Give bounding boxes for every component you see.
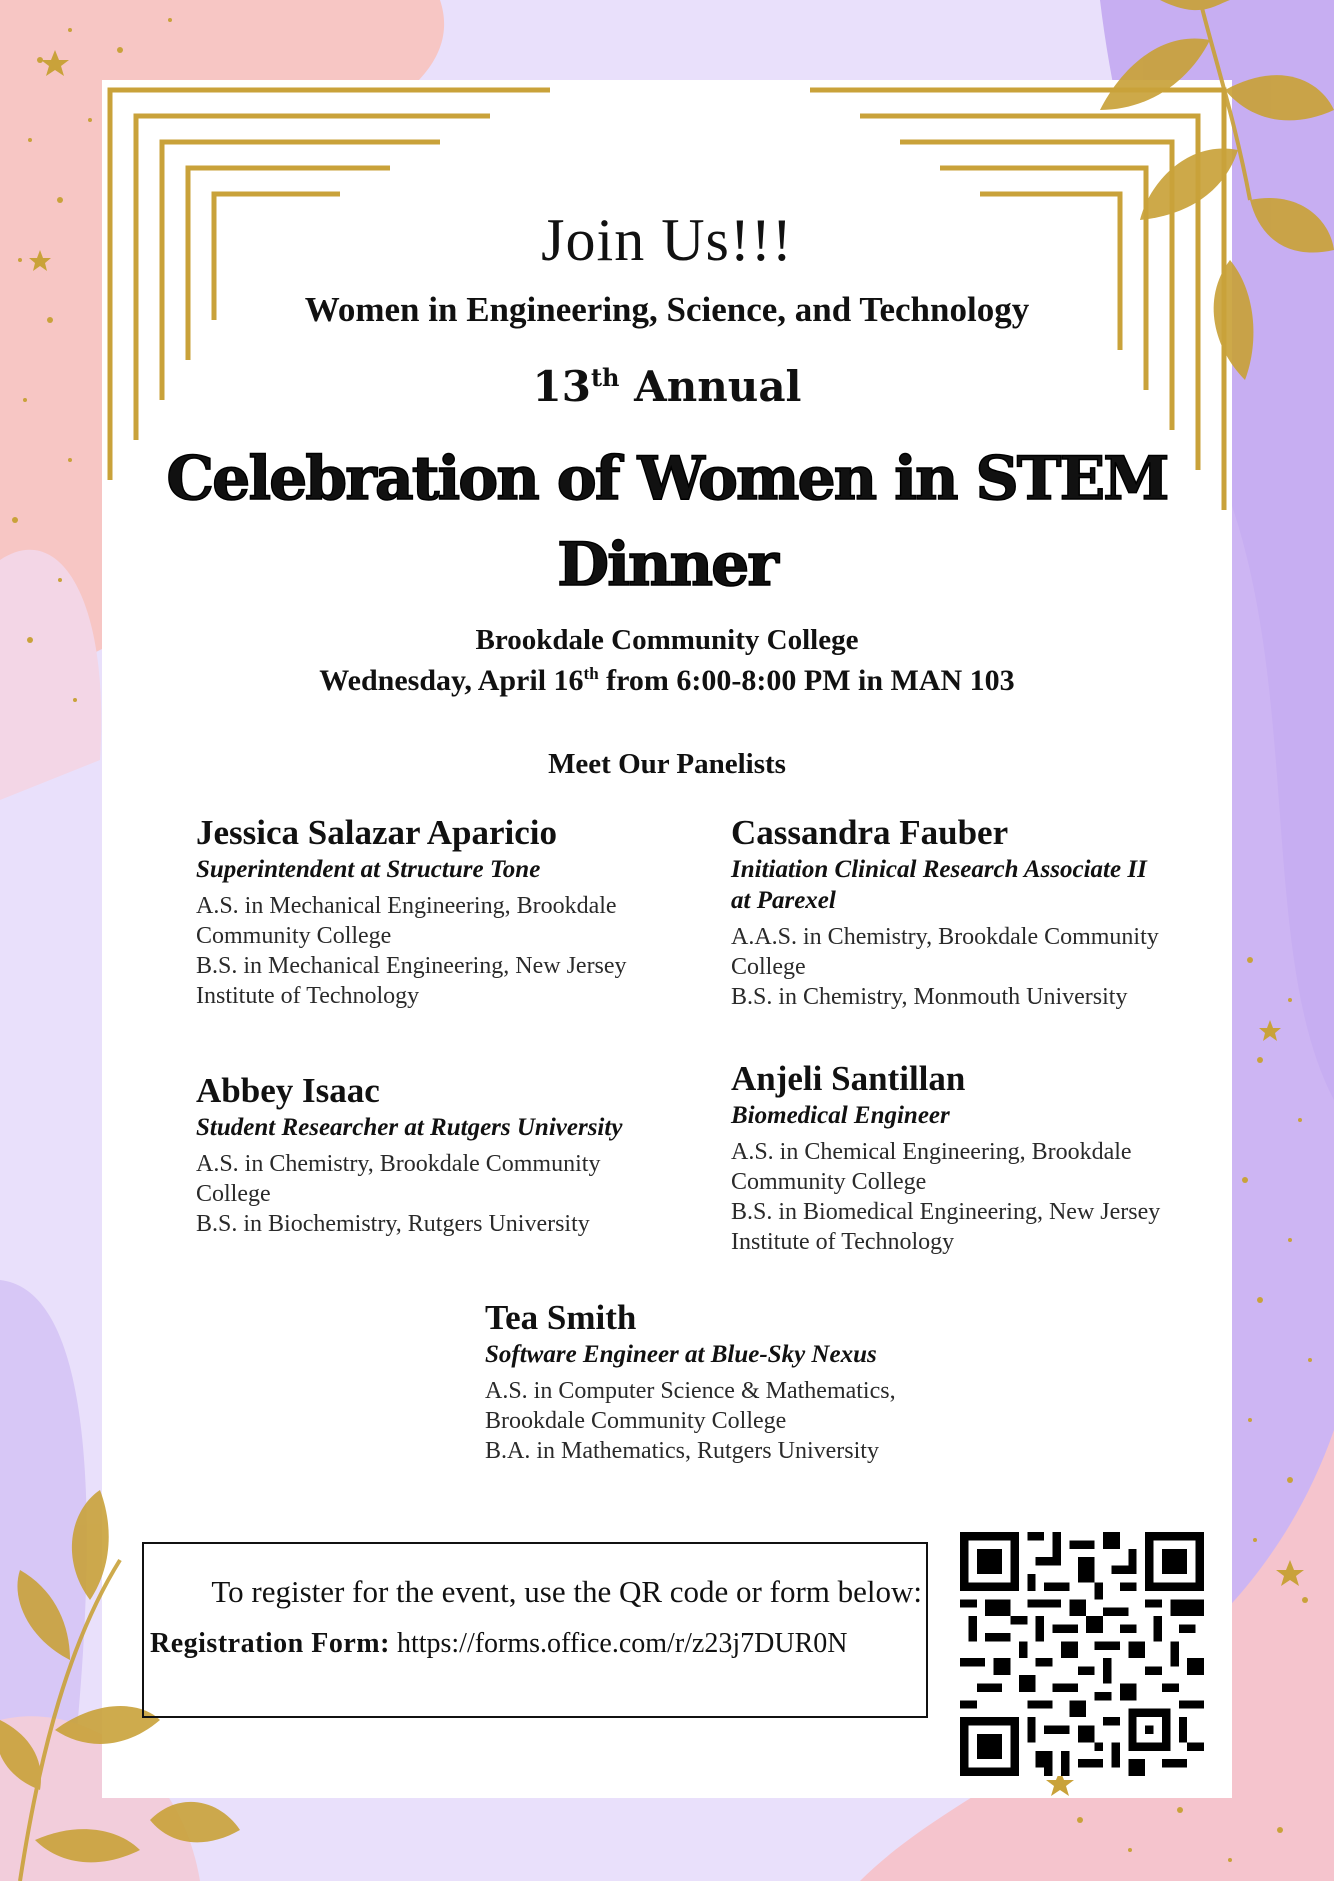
event-date <box>102 664 1232 698</box>
registration-instructions: To register for the event, use the QR code or form below: <box>211 1574 922 1609</box>
date-ordinal: th <box>583 664 599 683</box>
panelist-name: Cassandra Fauber <box>731 813 1009 852</box>
panelist-role: at Parexel <box>731 887 836 914</box>
panelist-name: Tea Smith <box>485 1298 637 1337</box>
panelists-heading: Meet Our Panelists <box>548 748 786 780</box>
education-line: B.S. in Chemistry, Monmouth University <box>731 984 1128 1010</box>
education-line: College <box>731 954 806 980</box>
college-name: Brookdale Community College <box>475 624 859 656</box>
registration-label: Registration Form: <box>150 1628 390 1659</box>
panelist-name: Jessica Salazar Aparicio <box>196 813 557 852</box>
panelist-role: Software Engineer at Blue-Sky Nexus <box>485 1341 877 1368</box>
annual-ordinal: th <box>590 363 620 392</box>
panelist-education <box>196 891 716 1011</box>
annual-heading <box>102 362 1232 411</box>
education-line: A.S. in Mechanical Engineering, Brookdale <box>196 893 617 919</box>
registration-form-line <box>150 1628 847 1660</box>
subtitle: Women in Engineering, Science, and Technology <box>304 290 1030 329</box>
registration-box <box>142 1542 928 1718</box>
panelist-card <box>196 1070 716 1239</box>
panelist-card <box>731 812 1231 1012</box>
qr-code-icon[interactable] <box>960 1532 1204 1776</box>
registration-link[interactable]: https://forms.office.com/r/z23j7DUR0N <box>396 1628 848 1659</box>
panelist-role: Initiation Clinical Research Associate II <box>731 856 1147 883</box>
panelist-name: Abbey Isaac <box>196 1071 380 1110</box>
panelist-education <box>485 1376 985 1466</box>
education-line: College <box>196 1181 271 1207</box>
education-line: Community College <box>196 923 392 949</box>
education-line: Brookdale Community College <box>485 1408 787 1434</box>
education-line: A.S. in Computer Science & Mathematics, <box>485 1378 896 1404</box>
panelist-education <box>731 1137 1231 1257</box>
education-line: A.S. in Chemistry, Brookdale Community <box>196 1151 601 1177</box>
education-line: A.S. in Chemical Engineering, Brookdale <box>731 1139 1132 1165</box>
education-line: B.S. in Biochemistry, Rutgers University <box>196 1211 590 1237</box>
panelist-role: Student Researcher at Rutgers University <box>196 1114 623 1141</box>
title-line-1: Celebration of Women in STEM <box>166 444 1168 514</box>
panelist-card <box>731 1058 1231 1257</box>
panelist-role: Superintendent at Structure Tone <box>196 856 541 883</box>
education-line: B.S. in Biomedical Engineering, New Jersey <box>731 1199 1161 1225</box>
education-line: B.S. in Mechanical Engineering, New Jersey <box>196 953 627 979</box>
title-line-2: Dinner <box>557 530 777 600</box>
panelist-card <box>485 1297 985 1466</box>
education-line: B.A. in Mathematics, Rutgers University <box>485 1438 879 1464</box>
panelist-name: Anjeli Santillan <box>731 1059 966 1098</box>
annual-number: 13 <box>532 362 591 411</box>
panelist-card <box>196 812 716 1011</box>
date-post: from 6:00-8:00 PM in MAN 103 <box>598 664 1015 697</box>
education-line: Institute of Technology <box>196 983 420 1009</box>
panelist-education <box>196 1149 716 1239</box>
annual-word: Annual <box>634 362 802 411</box>
panelist-role: Biomedical Engineer <box>731 1102 950 1129</box>
panelist-education <box>731 922 1231 1012</box>
date-pre: Wednesday, April 16 <box>319 664 584 697</box>
join-heading: Join Us!!! <box>541 207 793 273</box>
education-line: A.A.S. in Chemistry, Brookdale Community <box>731 924 1159 950</box>
education-line: Institute of Technology <box>731 1229 955 1255</box>
education-line: Community College <box>731 1169 927 1195</box>
